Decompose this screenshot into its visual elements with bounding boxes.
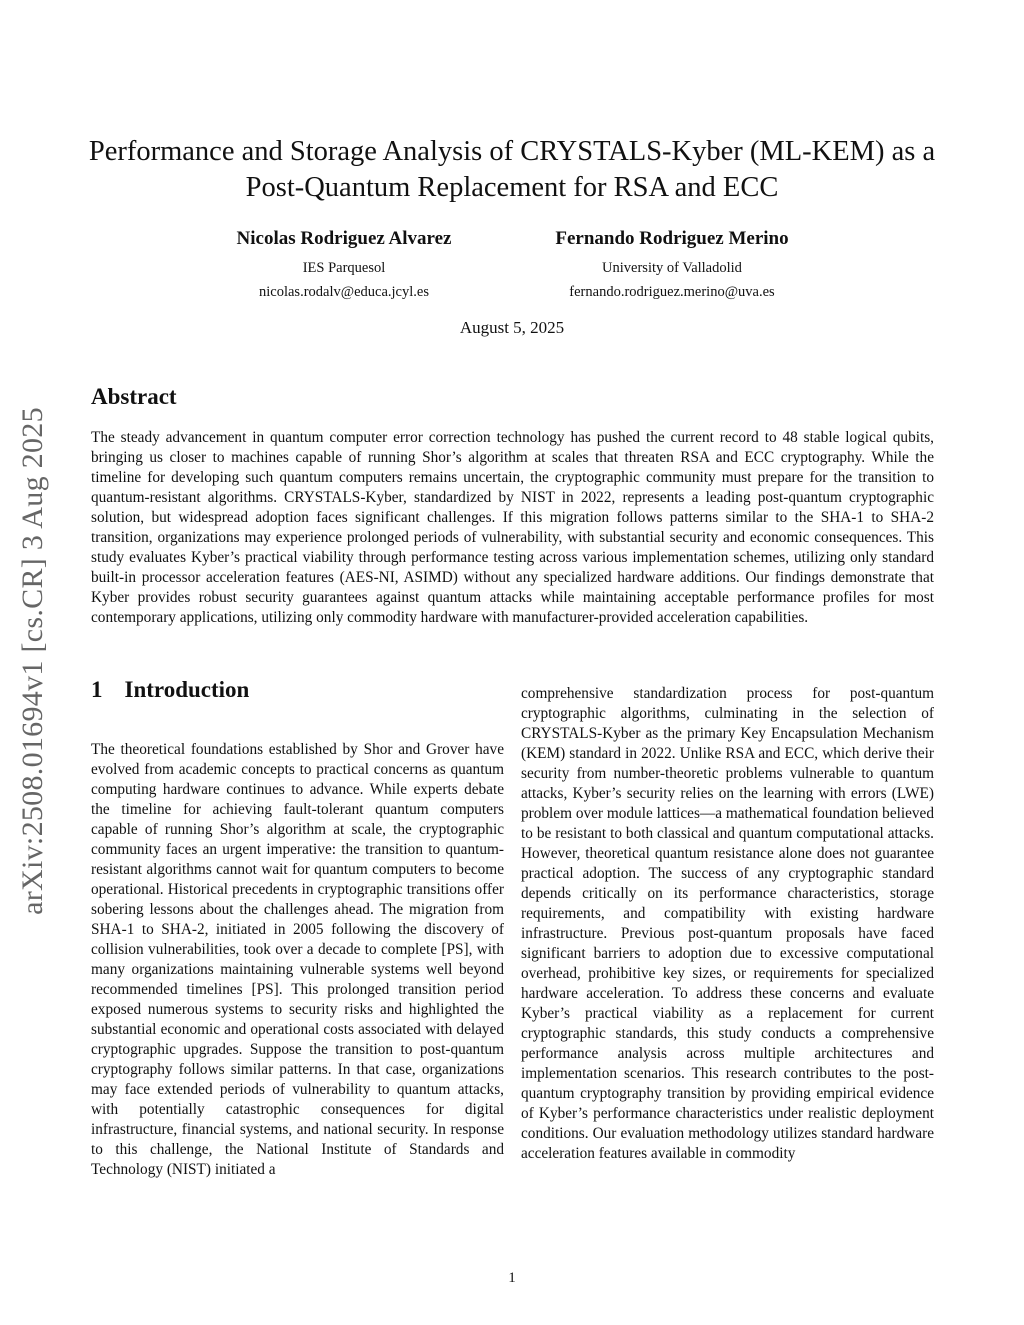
publication-date: August 5, 2025 bbox=[459, 318, 565, 337]
abstract-text: The steady advancement in quantum computer error correction technology has pushed the current record to 48 stable logical qubits, bringing us closer to machines capable of running Shor’s algorithm at scales that threaten RSA and ECC cryptography. While the timeline for developing such quantum computers remains uncertain, the cryptographic community must prepare for the transition to quantum-resistant algorithms. CRYSTALS-Kyber, standardized by NIST in 2022, represents a leading post-quantum cryptographic solution, but widespread adoption faces significant challenges. If this migration follows patterns similar to the SHA-1 to SHA-2 transition, organizations may experience prolonged periods of vulnerability, with substantial security and economic consequences. This study evaluates Kyber’s practical viability through performance testing across various implementation schemes, utilizing only standard built-in processor acceleration features (AES-NI, ASIMD) without any specialized hardware additions. Our findings demonstrate that Kyber provides robust security guarantees against quantum attacks while maintaining acceptable performance profiles for most contemporary applications, utilizing only commodity hardware with manufacturer-provided acceleration capabilities. bbox=[91, 429, 934, 626]
author-name: Fernando Rodriguez Merino bbox=[555, 228, 789, 249]
author-email: fernando.rodriguez.merino@uva.es bbox=[569, 284, 775, 300]
intro-left-column: The theoretical foundations established by Shor and Grover have evolved from academic concepts to practical concerns as quantum computing hardware continues to advance. While experts debate the timeline for achieving fault-tolerant quantum computers capable of running Shor’s algorithm at scale, the cryptographic community faces an urgent imperative: the transition to quantum-resistant algorithms cannot wait for quantum computers to become operational. Historical precedents in cryptographic transitions offer sobering lessons about the challenges ahead. The migration from SHA-1 to SHA-2, initiated in 2005 following the discovery of collision vulnerabilities, took over a decade to complete [PS], with many organizations maintaining vulnerable systems well beyond recommended timelines [PS]. This prolonged transition period exposed numerous systems to security risks and highlighted the substantial economic and operational costs associated with delayed cryptographic upgrades. Suppose the transition to post-quantum cryptography follows similar patterns. In that case, organizations may face extended periods of vulnerability to quantum attacks, with potentially catastrophic consequences for digital infrastructure, financial systems, and national security. In response to this challenge, the National Institute of Standards and Technology (NIST) initiated a bbox=[91, 741, 504, 1178]
author-block-1 bbox=[174, 226, 514, 302]
author-name: Nicolas Rodriguez Alvarez bbox=[236, 228, 452, 249]
arxiv-id: arXiv:2508.01694v1 [cs.CR] 3 Aug 2025 bbox=[16, 407, 49, 915]
section-heading-introduction bbox=[91, 677, 249, 703]
arxiv-sidebar-stamp bbox=[13, 376, 53, 946]
paper-title: Performance and Storage Analysis of CRYSTALS-Kyber (ML-KEM) as a Post-Quantum Replacement for RSA and ECC bbox=[88, 136, 936, 203]
intro-right-column: comprehensive standardization process for post-quantum cryptographic algorithms, culminating in the selection of CRYSTALS-Kyber as the primary Key Encapsulation Mechanism (KEM) standard in 2022. Unlike RSA and ECC, which derive their security from number-theoretic problems vulnerable to quantum attacks, Kyber’s security relies on the learning with errors (LWE) problem over module lattices—a mathematical foundation believed to be resistant to both classical and quantum computational attacks. However, theoretical quantum resistance alone does not guarantee practical adoption. The success of any cryptographic standard depends critically on its performance characteristics, storage requirements, and compatibility with existing hardware infrastructure. Previous post-quantum proposals have faced significant barriers to adoption due to excessive computational overhead, prohibitive key sizes, or requirements for specialized hardware acceleration. To address these concerns and evaluate Kyber’s practical viability as a replacement for current cryptographic standards, this study conducts a comprehensive performance analysis across multiple architectures and implementation scenarios. This research contributes to the post-quantum cryptography transition by providing empirical evidence of Kyber’s performance characteristics under realistic deployment conditions. Our evaluation methodology utilizes standard hardware acceleration features available in commodity bbox=[521, 685, 934, 1162]
author-block-2 bbox=[502, 226, 842, 302]
abstract-heading: Abstract bbox=[91, 384, 177, 409]
author-affiliation: University of Valladolid bbox=[602, 260, 742, 276]
author-affiliation: IES Parquesol bbox=[302, 260, 386, 276]
author-email: nicolas.rodalv@educa.jcyl.es bbox=[259, 284, 429, 300]
section-title: Introduction bbox=[124, 677, 250, 702]
page-number: 1 bbox=[508, 1270, 516, 1286]
section-number: 1 bbox=[91, 677, 103, 702]
